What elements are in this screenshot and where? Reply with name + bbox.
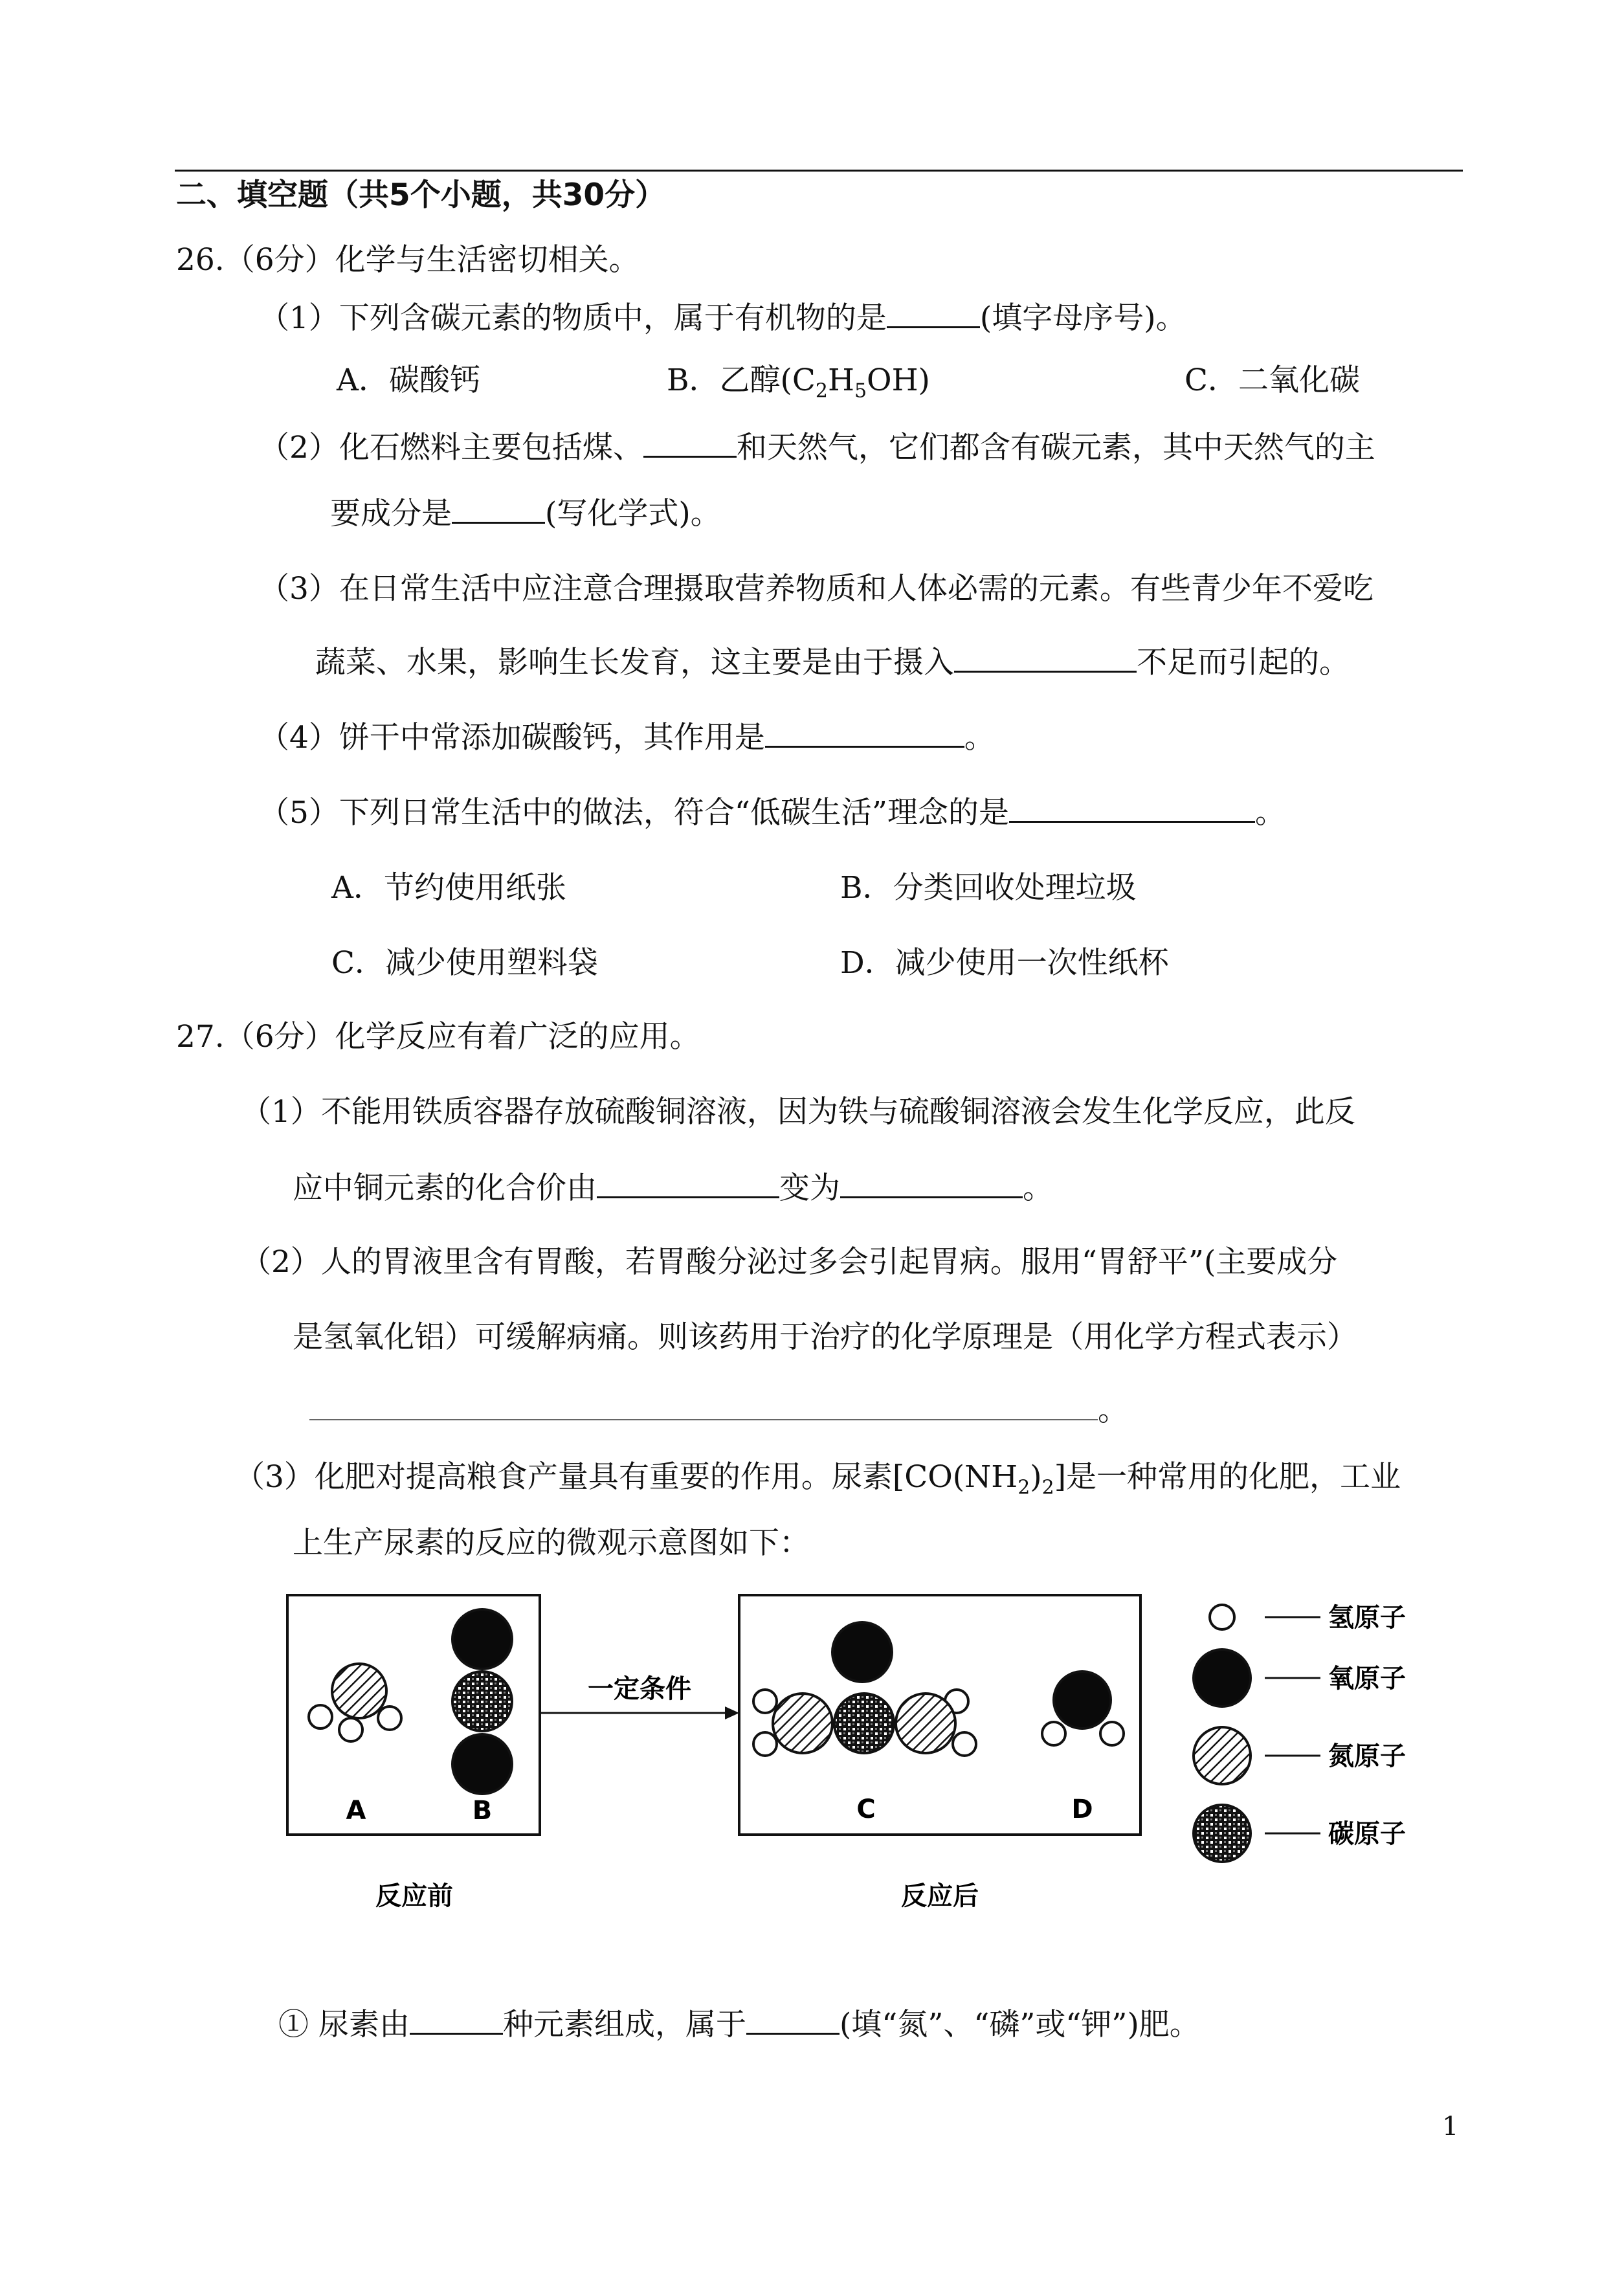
q26-p5-option-b: B．分类回收处理垃圾: [840, 870, 1137, 906]
arrowhead-icon: [725, 1706, 739, 1719]
legend-carbon-icon: [1194, 1805, 1251, 1862]
q27-part2: （2）人的胃液里含有胃酸，若胃酸分泌过多会引起胃病。服用“胃舒平”(主要成分: [241, 1244, 1338, 1280]
molecule-c-urea: [753, 1622, 976, 1756]
answer-blank[interactable]: [1009, 792, 1255, 823]
hydrogen-atom: [339, 1718, 362, 1741]
answer-blank[interactable]: [452, 493, 545, 524]
nitrogen-atom: [896, 1694, 955, 1753]
q26-part3: （3）在日常生活中应注意合理摄取营养物质和人体必需的元素。有些青少年不爱吃: [259, 571, 1374, 607]
hydrogen-atom: [753, 1732, 777, 1756]
q26-p5-option-a: A．节约使用纸张: [331, 870, 566, 906]
nitrogen-atom: [332, 1664, 386, 1718]
q26-part3-line2: 蔬菜、水果，影响生长发育，这主要是由于摄入 不足而引起的。: [315, 642, 1350, 682]
urea-reaction-diagram: [285, 1586, 1443, 1936]
q26-part4: （4）饼干中常添加碳酸钙，其作用是 。: [259, 717, 995, 757]
q26-stem: 26.（6分）化学与生活密切相关。: [176, 242, 640, 278]
hydrogen-atom: [1042, 1722, 1065, 1745]
q27-part3: （3）化肥对提高粮食产量具有重要的作用。尿素$[CO(NH_2)_2]$是一种常用的化肥，工业: [234, 1459, 1401, 1499]
arrow-condition: 一定条件: [588, 1674, 691, 1704]
hydrogen-atom: [309, 1705, 332, 1728]
before-caption: 反应前: [375, 1881, 453, 1911]
answer-blank[interactable]: [765, 717, 964, 748]
hydrogen-atom: [953, 1732, 976, 1756]
oxygen-atom: [1054, 1672, 1111, 1728]
label-a: A: [346, 1796, 366, 1826]
answer-blank[interactable]: [410, 2004, 503, 2035]
q26-p5-option-d: D．减少使用一次性纸杯: [840, 945, 1169, 981]
legend-oxygen-label: 氧原子: [1328, 1664, 1406, 1694]
answer-blank[interactable]: [954, 642, 1137, 673]
nitrogen-atom: [773, 1694, 832, 1753]
q26-option-b: B．乙醇$(C_2H_5OH)$: [667, 363, 930, 403]
carbon-atom: [452, 1672, 512, 1731]
label-b: B: [472, 1796, 493, 1826]
legend-nitrogen-label: 氮原子: [1328, 1741, 1406, 1771]
label-c: C: [856, 1795, 876, 1824]
molecule-a-ammonia: [309, 1664, 401, 1741]
carbon-atom: [834, 1694, 894, 1753]
q26-part2: （2）化石燃料主要包括煤、 和天然气，它们都含有碳元素，其中天然气的主: [259, 427, 1375, 467]
oxygen-atom: [452, 1734, 512, 1794]
answer-blank[interactable]: [597, 1168, 779, 1198]
q27-part2-line3: 。: [309, 1391, 1128, 1430]
hydrogen-atom: [1100, 1722, 1124, 1745]
q27-part2-line2: 是氢氧化铝）可缓解病痛。则该药用于治疗的化学原理是（用化学方程式表示）: [293, 1319, 1357, 1355]
q26-option-c: C．二氧化碳: [1185, 363, 1360, 398]
q27-part3-line2: 上生产尿素的反应的微观示意图如下：: [293, 1525, 810, 1561]
legend-oxygen-icon: [1194, 1650, 1251, 1706]
answer-blank[interactable]: [746, 2004, 840, 2035]
hydrogen-atom: [378, 1706, 401, 1730]
q27-part1-line2: 应中铜元素的化合价由 变为 。: [293, 1168, 1053, 1208]
q27-part3-sub1: ① 尿素由 种元素组成，属于 (填“氮”、“磷”或“钾”)肥。: [278, 2004, 1200, 2044]
legend-hydrogen-icon: [1210, 1605, 1234, 1629]
top-rule: [175, 170, 1463, 172]
q26-part5: （5）下列日常生活中的做法，符合“低碳生活”理念的是 。: [259, 792, 1285, 833]
answer-blank[interactable]: [309, 1391, 1098, 1420]
q26-p5-option-c: C．减少使用塑料袋: [331, 945, 598, 981]
q26-part1: （1）下列含碳元素的物质中，属于有机物的是 (填字母序号)。: [259, 298, 1186, 338]
molecule-d-water: [1042, 1672, 1124, 1745]
label-d: D: [1071, 1795, 1093, 1824]
answer-blank[interactable]: [887, 298, 980, 328]
q27-stem: 27.（6分）化学反应有着广泛的应用。: [176, 1019, 700, 1055]
after-caption: 反应后: [901, 1881, 979, 1911]
q27-part1: （1）不能用铁质容器存放硫酸铜溶液，因为铁与硫酸铜溶液会发生化学反应，此反: [241, 1094, 1355, 1130]
q26-part2-line2: 要成分是 (写化学式)。: [330, 493, 721, 533]
q26-option-a: A．碳酸钙: [337, 363, 480, 398]
answer-blank[interactable]: [840, 1168, 1023, 1198]
oxygen-atom: [452, 1609, 512, 1669]
legend: [1194, 1603, 1406, 1862]
oxygen-atom: [832, 1622, 892, 1682]
legend-hydrogen-label: 氢原子: [1328, 1603, 1406, 1633]
legend-carbon-label: 碳原子: [1328, 1819, 1406, 1849]
molecule-b-carbon-dioxide: [452, 1609, 512, 1794]
section-title: 二、填空题（共5个小题，共30分）: [176, 177, 666, 213]
answer-blank[interactable]: [643, 427, 737, 458]
page-number: 1: [1442, 2112, 1459, 2142]
hydrogen-atom: [753, 1690, 777, 1713]
legend-nitrogen-icon: [1194, 1727, 1251, 1784]
